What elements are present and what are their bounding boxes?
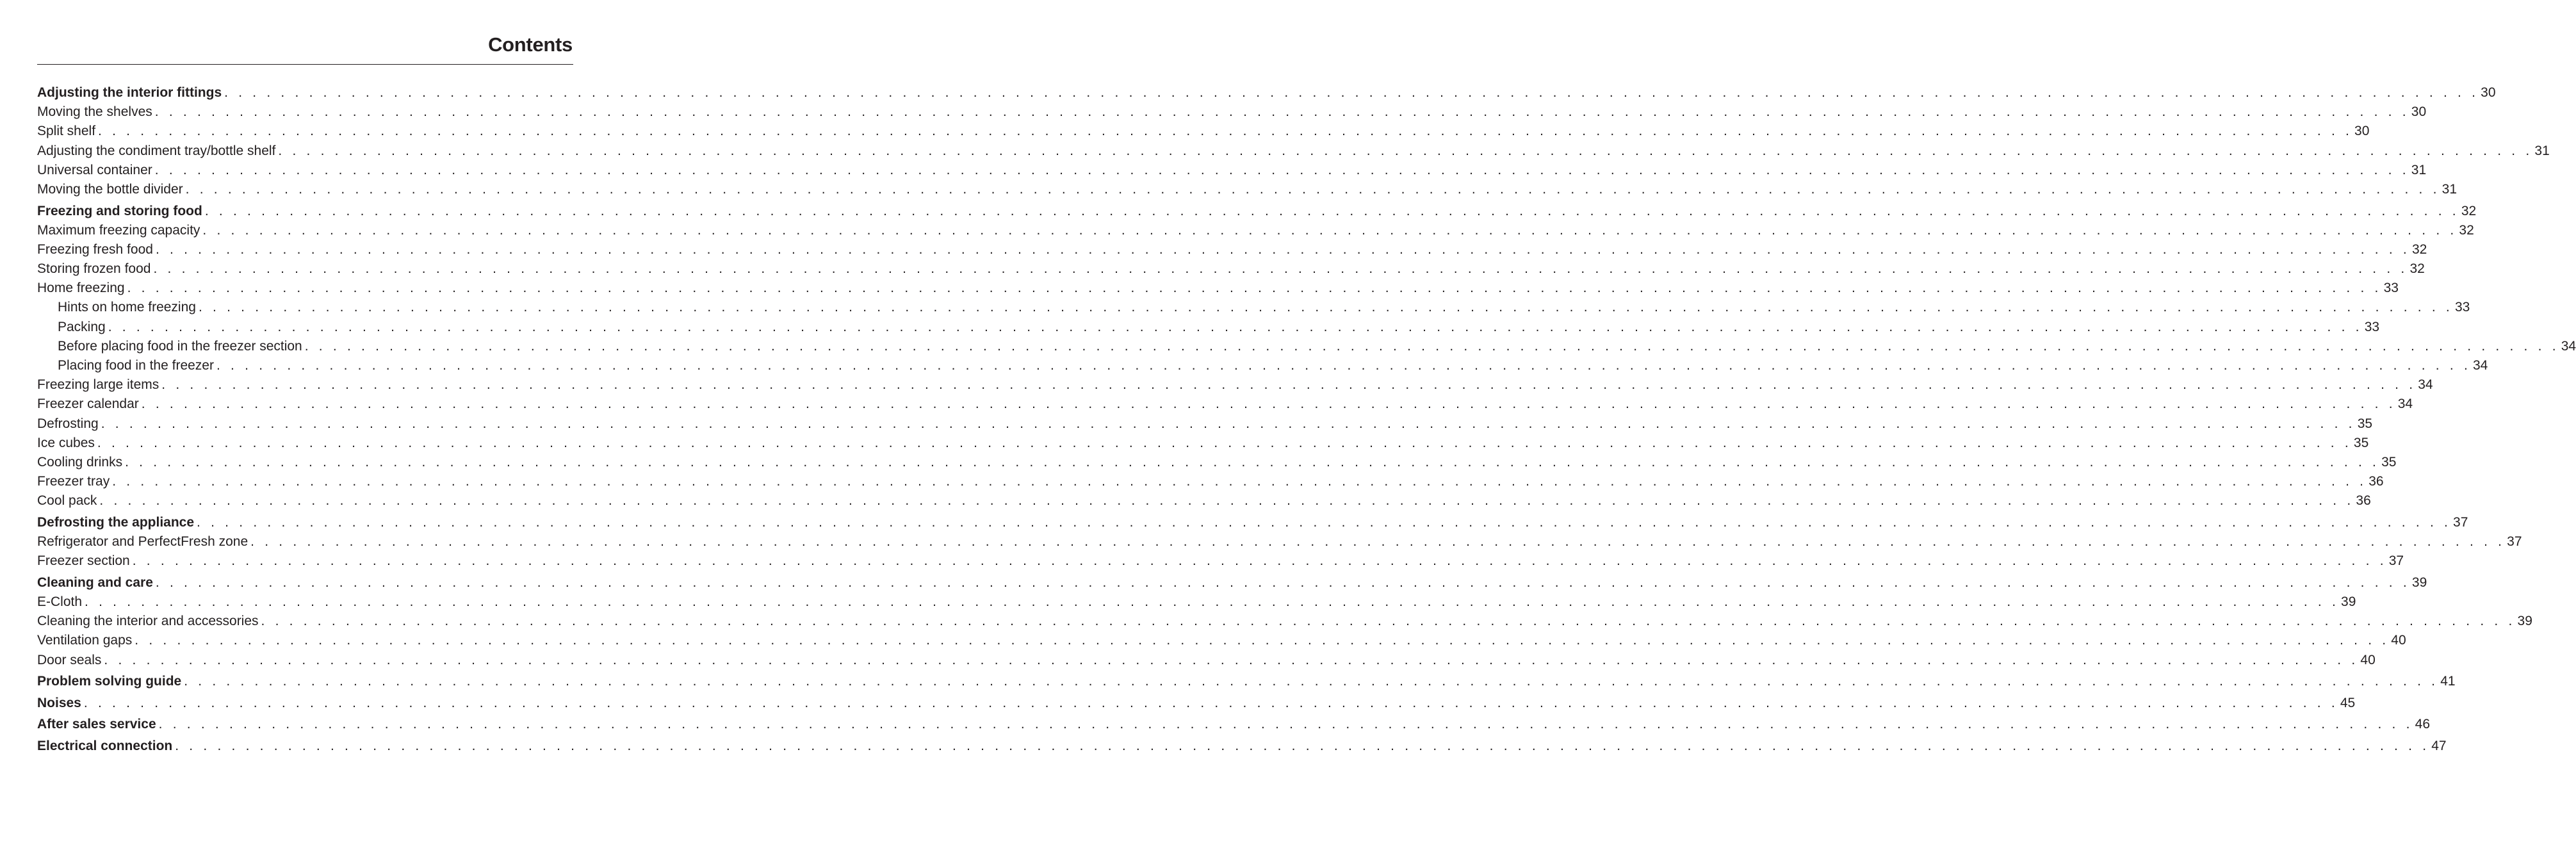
- toc-entry-label: After sales service: [37, 717, 156, 732]
- toc-entry-label: Cool pack: [37, 493, 97, 509]
- toc-entry-label: Noises: [37, 695, 81, 710]
- toc-page-number: 32: [2459, 222, 2474, 238]
- toc-entry-label: Freezing and storing food: [37, 203, 202, 218]
- toc-page-number: 46: [2415, 717, 2430, 732]
- toc-entry[interactable]: [37, 356, 2488, 375]
- toc-entry-label: Home freezing: [37, 281, 125, 296]
- toc-dot-leader: . . . . . . . . . . . . . . . . . . . . . . . . . . . . . . . . . . . . . . . . . . . . . . . . . . . . . . . . . . . . . . . . . . . . . . . . . . . . . . . . . . . . . . . . . . . . . . . . . . . . . . . . . . . . . . . . . . . . . . . . . . . . . . . . . . . . . . . . . . . . . . . . . . . . . . . . . . . . . . . .: [304, 338, 2559, 354]
- toc-dot-leader: . . . . . . . . . . . . . . . . . . . . . . . . . . . . . . . . . . . . . . . . . . . . . . . . . . . . . . . . . . . . . . . . . . . . . . . . . . . . . . . . . . . . . . . . . . . . . . . . . . . . . . . . . . . . . . . . . . . . . . . . . . . . . . . . . . . . . . . . . . . . . . . . . . . . . . . . . . . . . . . .: [99, 493, 2354, 509]
- toc-page-number: 36: [2356, 493, 2371, 509]
- toc-page-number: 39: [2411, 575, 2427, 590]
- toc-page-number: 40: [2391, 633, 2406, 648]
- toc-page-number: 34: [2561, 338, 2576, 354]
- toc-dot-leader: . . . . . . . . . . . . . . . . . . . . . . . . . . . . . . . . . . . . . . . . . . . . . . . . . . . . . . . . . . . . . . . . . . . . . . . . . . . . . . . . . . . . . . . . . . . . . . . . . . . . . . . . . . . . . . . . . . . . . . . . . . . . . . . . . . . . . . . . . . . . . . . . . . . . . . . . . . . . . . . .: [98, 124, 2353, 139]
- toc-entry-label: Adjusting the interior fittings: [37, 85, 222, 100]
- toc-page-number: 45: [2340, 695, 2356, 710]
- toc-dot-leader: . . . . . . . . . . . . . . . . . . . . . . . . . . . . . . . . . . . . . . . . . . . . . . . . . . . . . . . . . . . . . . . . . . . . . . . . . . . . . . . . . . . . . . . . . . . . . . . . . . . . . . . . . . . . . . . . . . . . . . . . . . . . . . . . . . . . . . . . . . . . . . . . . . . . . . . . . . . . . . . .: [198, 300, 2453, 315]
- toc-page-number: 31: [2411, 162, 2427, 177]
- toc-page-number: 33: [2383, 281, 2399, 296]
- toc-page-number: 31: [2441, 181, 2457, 197]
- toc-entry-label: Ventilation gaps: [37, 633, 133, 648]
- toc-page-number: 41: [2440, 674, 2456, 689]
- toc-entry-label: Storing frozen food: [37, 261, 151, 277]
- toc-page-number: 32: [2409, 261, 2425, 277]
- toc-page-number: 33: [2454, 300, 2470, 315]
- toc-section-heading[interactable]: [37, 737, 2447, 756]
- toc-page-number: 30: [2481, 85, 2496, 100]
- toc-section-heading[interactable]: [37, 513, 2468, 532]
- toc-dot-leader: . . . . . . . . . . . . . . . . . . . . . . . . . . . . . . . . . . . . . . . . . . . . . . . . . . . . . . . . . . . . . . . . . . . . . . . . . . . . . . . . . . . . . . . . . . . . . . . . . . . . . . . . . . . . . . . . . . . . . . . . . . . . . . . . . . . . . . . . . . . . . . . . . . . . . . . . . . . . . . . .: [85, 594, 2340, 610]
- toc-entry[interactable]: [37, 240, 2427, 259]
- toc-entry-label: Defrosting: [37, 416, 99, 431]
- toc-page-number: 34: [2418, 377, 2433, 393]
- toc-entry-label: E-Cloth: [37, 594, 83, 610]
- toc-entry-label: Moving the bottle divider: [37, 181, 183, 197]
- toc-entry[interactable]: [37, 453, 2397, 472]
- toc-page-number: 34: [2397, 396, 2413, 412]
- page-title: Contents: [488, 33, 573, 56]
- toc-dot-leader: . . . . . . . . . . . . . . . . . . . . . . . . . . . . . . . . . . . . . . . . . . . . . . . . . . . . . . . . . . . . . . . . . . . . . . . . . . . . . . . . . . . . . . . . . . . . . . . . . . . . . . . . . . . . . . . . . . . . . . . . . . . . . . . . . . . . . . . . . . . . . . . . . . . . . . . . . . . . . . . .: [175, 738, 2430, 753]
- toc-entry-label: Adjusting the condiment tray/bottle shelf: [37, 143, 276, 158]
- toc-section-heading[interactable]: [37, 715, 2430, 734]
- toc-entry-label: Freezer calendar: [37, 396, 139, 412]
- toc-dot-leader: . . . . . . . . . . . . . . . . . . . . . . . . . . . . . . . . . . . . . . . . . . . . . . . . . . . . . . . . . . . . . . . . . . . . . . . . . . . . . . . . . . . . . . . . . . . . . . . . . . . . . . . . . . . . . . . . . . . . . . . . . . . . . . . . . . . . . . . . . . . . . . . . . . . . . . . . . . . . . . . .: [278, 143, 2533, 158]
- toc-entry-label: Defrosting the appliance: [37, 514, 195, 530]
- toc-dot-leader: . . . . . . . . . . . . . . . . . . . . . . . . . . . . . . . . . . . . . . . . . . . . . . . . . . . . . . . . . . . . . . . . . . . . . . . . . . . . . . . . . . . . . . . . . . . . . . . . . . . . . . . . . . . . . . . . . . . . . . . . . . . . . . . . . . . . . . . . . . . . . . . . . . . . . . . . . . . . . . . .: [197, 514, 2452, 530]
- toc-entry-label: Placing food in the freezer: [58, 358, 214, 373]
- toc-entry-label: Moving the shelves: [37, 104, 152, 120]
- toc-dot-leader: . . . . . . . . . . . . . . . . . . . . . . . . . . . . . . . . . . . . . . . . . . . . . . . . . . . . . . . . . . . . . . . . . . . . . . . . . . . . . . . . . . . . . . . . . . . . . . . . . . . . . . . . . . . . . . . . . . . . . . . . . . . . . . . . . . . . . . . . . . . . . . . . . . . . . . . . . . . . . . . .: [125, 454, 2380, 470]
- toc-entry[interactable]: [37, 631, 2406, 650]
- table-of-contents: [37, 83, 2576, 756]
- toc-page-number: 35: [2381, 454, 2397, 470]
- toc-entry-label: Packing: [58, 319, 106, 334]
- toc-entry[interactable]: [37, 102, 2427, 122]
- toc-dot-leader: . . . . . . . . . . . . . . . . . . . . . . . . . . . . . . . . . . . . . . . . . . . . . . . . . . . . . . . . . . . . . . . . . . . . . . . . . . . . . . . . . . . . . . . . . . . . . . . . . . . . . . . . . . . . . . . . . . . . . . . . . . . . . . . . . . . . . . . . . . . . . . . . . . . . . . . . . . . . . . . .: [83, 695, 2338, 710]
- toc-entry[interactable]: [37, 551, 2404, 571]
- toc-dot-leader: . . . . . . . . . . . . . . . . . . . . . . . . . . . . . . . . . . . . . . . . . . . . . . . . . . . . . . . . . . . . . . . . . . . . . . . . . . . . . . . . . . . . . . . . . . . . . . . . . . . . . . . . . . . . . . . . . . . . . . . . . . . . . . . . . . . . . . . . . . . . . . . . . . . . . . . . . . . . . . . .: [108, 319, 2363, 334]
- toc-dot-leader: . . . . . . . . . . . . . . . . . . . . . . . . . . . . . . . . . . . . . . . . . . . . . . . . . . . . . . . . . . . . . . . . . . . . . . . . . . . . . . . . . . . . . . . . . . . . . . . . . . . . . . . . . . . . . . . . . . . . . . . . . . . . . . . . . . . . . . . . . . . . . . . . . . . . . . . . . . . . . . . .: [104, 652, 2359, 667]
- toc-dot-leader: . . . . . . . . . . . . . . . . . . . . . . . . . . . . . . . . . . . . . . . . . . . . . . . . . . . . . . . . . . . . . . . . . . . . . . . . . . . . . . . . . . . . . . . . . . . . . . . . . . . . . . . . . . . . . . . . . . . . . . . . . . . . . . . . . . . . . . . . . . . . . . . . . . . . . . . . . . . . . . . .: [132, 553, 2387, 569]
- toc-dot-leader: . . . . . . . . . . . . . . . . . . . . . . . . . . . . . . . . . . . . . . . . . . . . . . . . . . . . . . . . . . . . . . . . . . . . . . . . . . . . . . . . . . . . . . . . . . . . . . . . . . . . . . . . . . . . . . . . . . . . . . . . . . . . . . . . . . . . . . . . . . . . . . . . . . . . . . . . . . . . . . . .: [216, 358, 2471, 373]
- toc-entry-label: Door seals: [37, 652, 102, 667]
- toc-dot-leader: . . . . . . . . . . . . . . . . . . . . . . . . . . . . . . . . . . . . . . . . . . . . . . . . . . . . . . . . . . . . . . . . . . . . . . . . . . . . . . . . . . . . . . . . . . . . . . . . . . . . . . . . . . . . . . . . . . . . . . . . . . . . . . . . . . . . . . . . . . . . . . . . . . . . . . . . . . . . . . . .: [184, 674, 2439, 689]
- toc-entry[interactable]: [37, 375, 2433, 395]
- toc-page-number: 31: [2534, 143, 2550, 158]
- toc-entry[interactable]: [37, 434, 2369, 453]
- toc-dot-leader: . . . . . . . . . . . . . . . . . . . . . . . . . . . . . . . . . . . . . . . . . . . . . . . . . . . . . . . . . . . . . . . . . . . . . . . . . . . . . . . . . . . . . . . . . . . . . . . . . . . . . . . . . . . . . . . . . . . . . . . . . . . . . . . . . . . . . . . . . . . . . . . . . . . . . . . . . . . . . . . .: [154, 162, 2409, 177]
- toc-page-number: 32: [2411, 241, 2427, 257]
- toc-page-number: 30: [2411, 104, 2427, 120]
- toc-entry[interactable]: [37, 592, 2356, 612]
- toc-entry[interactable]: [37, 161, 2427, 180]
- toc-page-number: 34: [2472, 358, 2488, 373]
- title-divider: [37, 64, 573, 65]
- toc-dot-leader: . . . . . . . . . . . . . . . . . . . . . . . . . . . . . . . . . . . . . . . . . . . . . . . . . . . . . . . . . . . . . . . . . . . . . . . . . . . . . . . . . . . . . . . . . . . . . . . . . . . . . . . . . . . . . . . . . . . . . . . . . . . . . . . . . . . . . . . . . . . . . . . . . . . . . . . . . . . . . . . .: [158, 717, 2413, 732]
- toc-entry[interactable]: [37, 532, 2522, 551]
- toc-entry-label: Maximum freezing capacity: [37, 222, 200, 238]
- toc-entry-label: Electrical connection: [37, 738, 173, 753]
- toc-entry-label: Universal container: [37, 162, 152, 177]
- toc-page-number: 39: [2517, 614, 2532, 629]
- toc-entry[interactable]: [37, 472, 2384, 491]
- toc-entry[interactable]: [37, 142, 2550, 161]
- toc-dot-leader: . . . . . . . . . . . . . . . . . . . . . . . . . . . . . . . . . . . . . . . . . . . . . . . . . . . . . . . . . . . . . . . . . . . . . . . . . . . . . . . . . . . . . . . . . . . . . . . . . . . . . . . . . . . . . . . . . . . . . . . . . . . . . . . . . . . . . . . . . . . . . . . . . . . . . . . . . . . . . . . .: [141, 396, 2396, 412]
- toc-page-number: 37: [2453, 514, 2468, 530]
- toc-dot-leader: . . . . . . . . . . . . . . . . . . . . . . . . . . . . . . . . . . . . . . . . . . . . . . . . . . . . . . . . . . . . . . . . . . . . . . . . . . . . . . . . . . . . . . . . . . . . . . . . . . . . . . . . . . . . . . . . . . . . . . . . . . . . . . . . . . . . . . . . . . . . . . . . . . . . . . . . . . . . . . . .: [185, 181, 2440, 197]
- toc-entry-label: Cooling drinks: [37, 454, 123, 470]
- toc-page-number: 37: [2388, 553, 2404, 569]
- toc-entry[interactable]: [37, 651, 2376, 670]
- toc-section-heading[interactable]: [37, 694, 2356, 713]
- toc-dot-leader: . . . . . . . . . . . . . . . . . . . . . . . . . . . . . . . . . . . . . . . . . . . . . . . . . . . . . . . . . . . . . . . . . . . . . . . . . . . . . . . . . . . . . . . . . . . . . . . . . . . . . . . . . . . . . . . . . . . . . . . . . . . . . . . . . . . . . . . . . . . . . . . . . . . . . . . . . . . . . . . .: [161, 377, 2417, 393]
- toc-entry[interactable]: [37, 414, 2373, 434]
- toc-dot-leader: . . . . . . . . . . . . . . . . . . . . . . . . . . . . . . . . . . . . . . . . . . . . . . . . . . . . . . . . . . . . . . . . . . . . . . . . . . . . . . . . . . . . . . . . . . . . . . . . . . . . . . . . . . . . . . . . . . . . . . . . . . . . . . . . . . . . . . . . . . . . . . . . . . . . . . . . . . . . . . . .: [202, 222, 2458, 238]
- toc-entry[interactable]: [37, 612, 2532, 631]
- toc-page-number: 39: [2341, 594, 2356, 610]
- toc-page-number: 35: [2357, 416, 2373, 431]
- toc-page-number: 30: [2354, 124, 2370, 139]
- toc-entry-label: Before placing food in the freezer section: [58, 338, 302, 354]
- toc-dot-leader: . . . . . . . . . . . . . . . . . . . . . . . . . . . . . . . . . . . . . . . . . . . . . . . . . . . . . . . . . . . . . . . . . . . . . . . . . . . . . . . . . . . . . . . . . . . . . . . . . . . . . . . . . . . . . . . . . . . . . . . . . . . . . . . . . . . . . . . . . . . . . . . . . . . . . . . . . . . . . . . .: [155, 575, 2410, 590]
- toc-page-number: 40: [2360, 652, 2376, 667]
- toc-entry-label: Ice cubes: [37, 435, 95, 450]
- toc-entry-label: Cleaning the interior and accessories: [37, 614, 259, 629]
- toc-page-number: 33: [2364, 319, 2380, 334]
- toc-entry-label: Freezing fresh food: [37, 241, 153, 257]
- toc-dot-leader: . . . . . . . . . . . . . . . . . . . . . . . . . . . . . . . . . . . . . . . . . . . . . . . . . . . . . . . . . . . . . . . . . . . . . . . . . . . . . . . . . . . . . . . . . . . . . . . . . . . . . . . . . . . . . . . . . . . . . . . . . . . . . . . . . . . . . . . . . . . . . . . . . . . . . . . . . . . . . . . .: [224, 85, 2479, 100]
- toc-dot-leader: . . . . . . . . . . . . . . . . . . . . . . . . . . . . . . . . . . . . . . . . . . . . . . . . . . . . . . . . . . . . . . . . . . . . . . . . . . . . . . . . . . . . . . . . . . . . . . . . . . . . . . . . . . . . . . . . . . . . . . . . . . . . . . . . . . . . . . . . . . . . . . . . . . . . . . . . . . . . . . . .: [135, 633, 2390, 648]
- toc-section-heading[interactable]: [37, 573, 2427, 592]
- toc-dot-leader: . . . . . . . . . . . . . . . . . . . . . . . . . . . . . . . . . . . . . . . . . . . . . . . . . . . . . . . . . . . . . . . . . . . . . . . . . . . . . . . . . . . . . . . . . . . . . . . . . . . . . . . . . . . . . . . . . . . . . . . . . . . . . . . . . . . . . . . . . . . . . . . . . . . . . . . . . . . . . . . .: [101, 416, 2356, 431]
- toc-entry-label: Problem solving guide: [37, 674, 182, 689]
- toc-dot-leader: . . . . . . . . . . . . . . . . . . . . . . . . . . . . . . . . . . . . . . . . . . . . . . . . . . . . . . . . . . . . . . . . . . . . . . . . . . . . . . . . . . . . . . . . . . . . . . . . . . . . . . . . . . . . . . . . . . . . . . . . . . . . . . . . . . . . . . . . . . . . . . . . . . . . . . . . . . . . . . . .: [154, 104, 2409, 120]
- toc-dot-leader: . . . . . . . . . . . . . . . . . . . . . . . . . . . . . . . . . . . . . . . . . . . . . . . . . . . . . . . . . . . . . . . . . . . . . . . . . . . . . . . . . . . . . . . . . . . . . . . . . . . . . . . . . . . . . . . . . . . . . . . . . . . . . . . . . . . . . . . . . . . . . . . . . . . . . . . . . . . . . . . .: [127, 281, 2382, 296]
- toc-entry-label: Cleaning and care: [37, 575, 153, 590]
- toc-entry[interactable]: [37, 259, 2425, 279]
- toc-entry-label: Refrigerator and PerfectFresh zone: [37, 534, 249, 550]
- toc-page-number: 37: [2507, 534, 2522, 550]
- toc-section-heading[interactable]: [37, 672, 2456, 691]
- toc-entry-label: Freezing large items: [37, 377, 159, 393]
- toc-entry[interactable]: [37, 318, 2380, 337]
- toc-entry-label: Hints on home freezing: [58, 300, 196, 315]
- toc-entry[interactable]: [37, 491, 2371, 511]
- toc-entry[interactable]: [37, 180, 2457, 199]
- toc-page-number: 35: [2353, 435, 2369, 450]
- toc-page-number: 36: [2368, 474, 2384, 489]
- toc-section-heading[interactable]: [37, 202, 2477, 221]
- toc-dot-leader: . . . . . . . . . . . . . . . . . . . . . . . . . . . . . . . . . . . . . . . . . . . . . . . . . . . . . . . . . . . . . . . . . . . . . . . . . . . . . . . . . . . . . . . . . . . . . . . . . . . . . . . . . . . . . . . . . . . . . . . . . . . . . . . . . . . . . . . . . . . . . . . . . . . . . . . . . . . . . . . .: [261, 614, 2516, 629]
- toc-entry[interactable]: [37, 279, 2399, 298]
- toc-page-number: 32: [2461, 203, 2477, 218]
- toc-dot-leader: . . . . . . . . . . . . . . . . . . . . . . . . . . . . . . . . . . . . . . . . . . . . . . . . . . . . . . . . . . . . . . . . . . . . . . . . . . . . . . . . . . . . . . . . . . . . . . . . . . . . . . . . . . . . . . . . . . . . . . . . . . . . . . . . . . . . . . . . . . . . . . . . . . . . . . . . . . . . . . . .: [97, 435, 2352, 450]
- toc-dot-leader: . . . . . . . . . . . . . . . . . . . . . . . . . . . . . . . . . . . . . . . . . . . . . . . . . . . . . . . . . . . . . . . . . . . . . . . . . . . . . . . . . . . . . . . . . . . . . . . . . . . . . . . . . . . . . . . . . . . . . . . . . . . . . . . . . . . . . . . . . . . . . . . . . . . . . . . . . . . . . . . .: [153, 261, 2408, 277]
- toc-entry[interactable]: [37, 221, 2474, 240]
- toc-entry-label: Freezer tray: [37, 474, 110, 489]
- toc-entry-label: Split shelf: [37, 124, 96, 139]
- toc-entry[interactable]: [37, 337, 2576, 356]
- toc-dot-leader: . . . . . . . . . . . . . . . . . . . . . . . . . . . . . . . . . . . . . . . . . . . . . . . . . . . . . . . . . . . . . . . . . . . . . . . . . . . . . . . . . . . . . . . . . . . . . . . . . . . . . . . . . . . . . . . . . . . . . . . . . . . . . . . . . . . . . . . . . . . . . . . . . . . . . . . . . . . . . . . .: [112, 474, 2367, 489]
- toc-entry[interactable]: [37, 298, 2470, 317]
- toc-entry[interactable]: [37, 122, 2370, 141]
- toc-entry[interactable]: [37, 395, 2413, 414]
- toc-dot-leader: . . . . . . . . . . . . . . . . . . . . . . . . . . . . . . . . . . . . . . . . . . . . . . . . . . . . . . . . . . . . . . . . . . . . . . . . . . . . . . . . . . . . . . . . . . . . . . . . . . . . . . . . . . . . . . . . . . . . . . . . . . . . . . . . . . . . . . . . . . . . . . . . . . . . . . . . . . . . . . . .: [155, 241, 2410, 257]
- toc-page-number: 47: [2431, 738, 2447, 753]
- toc-dot-leader: . . . . . . . . . . . . . . . . . . . . . . . . . . . . . . . . . . . . . . . . . . . . . . . . . . . . . . . . . . . . . . . . . . . . . . . . . . . . . . . . . . . . . . . . . . . . . . . . . . . . . . . . . . . . . . . . . . . . . . . . . . . . . . . . . . . . . . . . . . . . . . . . . . . . . . . . . . . . . . . .: [204, 203, 2459, 218]
- toc-entry-label: Freezer section: [37, 553, 130, 569]
- toc-section-heading[interactable]: [37, 83, 2496, 102]
- toc-dot-leader: . . . . . . . . . . . . . . . . . . . . . . . . . . . . . . . . . . . . . . . . . . . . . . . . . . . . . . . . . . . . . . . . . . . . . . . . . . . . . . . . . . . . . . . . . . . . . . . . . . . . . . . . . . . . . . . . . . . . . . . . . . . . . . . . . . . . . . . . . . . . . . . . . . . . . . . . . . . . . . . .: [250, 534, 2506, 550]
